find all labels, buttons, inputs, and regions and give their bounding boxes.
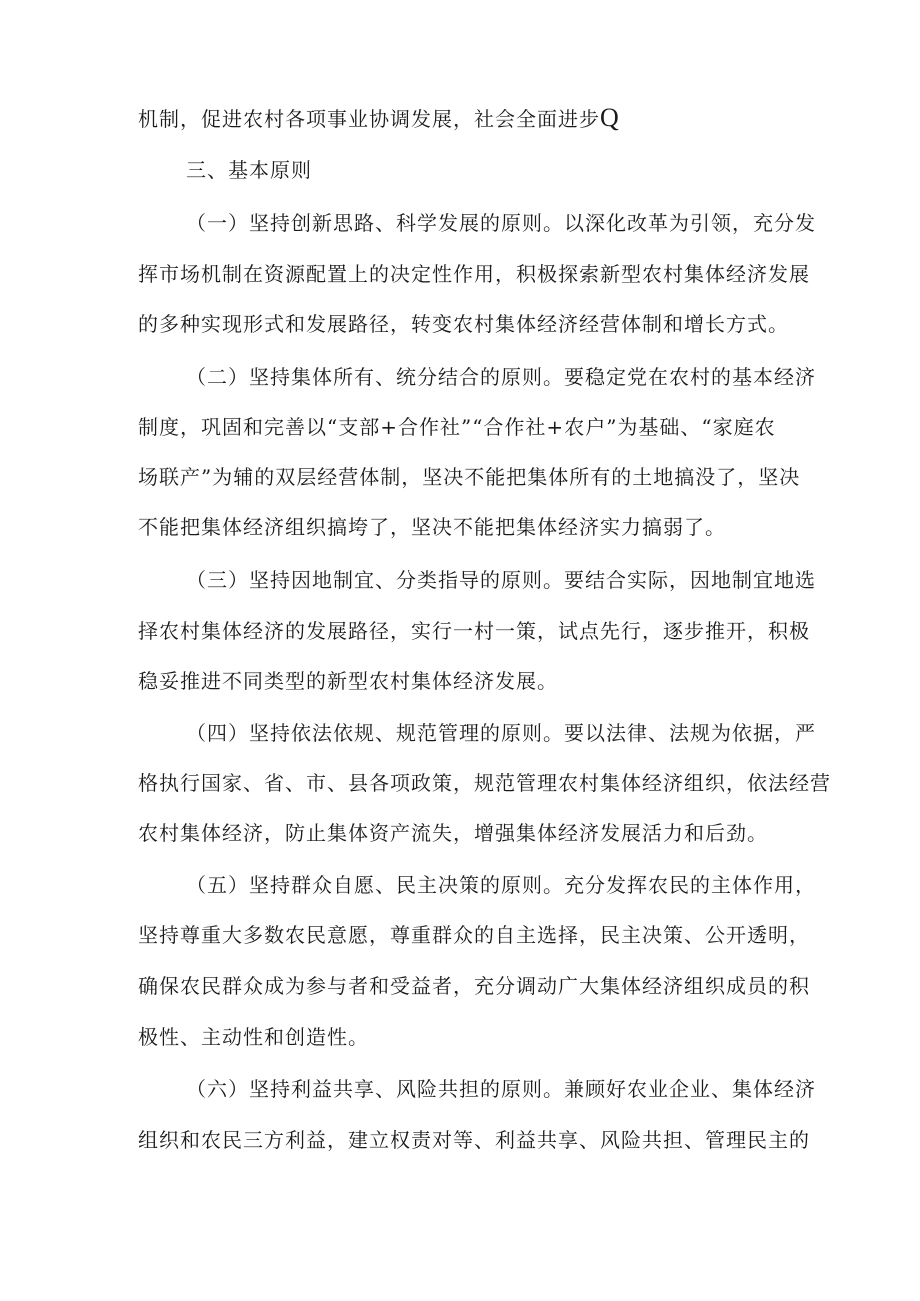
line-text: 机制，促进农村各项事业协调发展，社会全面进步 xyxy=(138,107,600,131)
text-line: （五）坚持群众自愿、民主决策的原则。充分发挥农民的主体作用， xyxy=(186,873,816,897)
text-line: 不能把集体经济组织搞垮了，坚决不能把集体经济实力搞弱了。 xyxy=(138,515,726,539)
text-line xyxy=(138,103,619,134)
text-line: 极性、主动性和创造性。 xyxy=(138,1025,369,1049)
text-line: 组织和农民三方利益，建立权责对等、利益共享、风险共担、管理民主的 xyxy=(138,1128,810,1152)
text-line: 场联产”为辅的双层经营体制，坚决不能把集体所有的土地搞没了，坚决 xyxy=(138,465,801,489)
text-line: 制度，巩固和完善以“支部+合作社”“合作社+农户”为基础、“家庭农 xyxy=(138,415,776,439)
text-line: 挥市场机制在资源配置上的决定性作用，积极探索新型农村集体经济发展 xyxy=(138,262,810,286)
text-line: 稳妥推进不同类型的新型农村集体经济发展。 xyxy=(138,669,558,693)
text-line: 格执行国家、省、市、县各项政策，规范管理农村集体经济组织，依法经营 xyxy=(138,771,831,795)
text-line: 确保农民群众成为参与者和受益者，充分调动广大集体经济组织成员的积 xyxy=(138,974,810,998)
trailing-glyph: Q xyxy=(600,103,619,132)
text-line: 择农村集体经济的发展路径，实行一村一策，试点先行，逐步推开，积极 xyxy=(138,619,810,643)
text-line: 的多种实现形式和发展路径，转变农村集体经济经营体制和增长方式。 xyxy=(138,312,789,336)
text-line: 坚持尊重大多数农民意愿，尊重群众的自主选择，民主决策、公开透明， xyxy=(138,923,810,947)
text-line: （二）坚持集体所有、统分结合的原则。要稳定党在农村的基本经济 xyxy=(186,365,816,389)
section-heading: 三、基本原则 xyxy=(186,158,312,182)
text-line: （一）坚持创新思路、科学发展的原则。以深化改革为引领，充分发 xyxy=(186,211,816,235)
text-line: （三）坚持因地制宜、分类指导的原则。要结合实际，因地制宜地选 xyxy=(186,568,816,592)
text-line: （四）坚持依法依规、规范管理的原则。要以法律、法规为依据，严 xyxy=(186,721,816,745)
text-line: （六）坚持利益共享、风险共担的原则。兼顾好农业企业、集体经济 xyxy=(186,1077,816,1101)
text-line: 农村集体经济，防止集体资产流失，增强集体经济发展活力和后劲。 xyxy=(138,821,768,845)
